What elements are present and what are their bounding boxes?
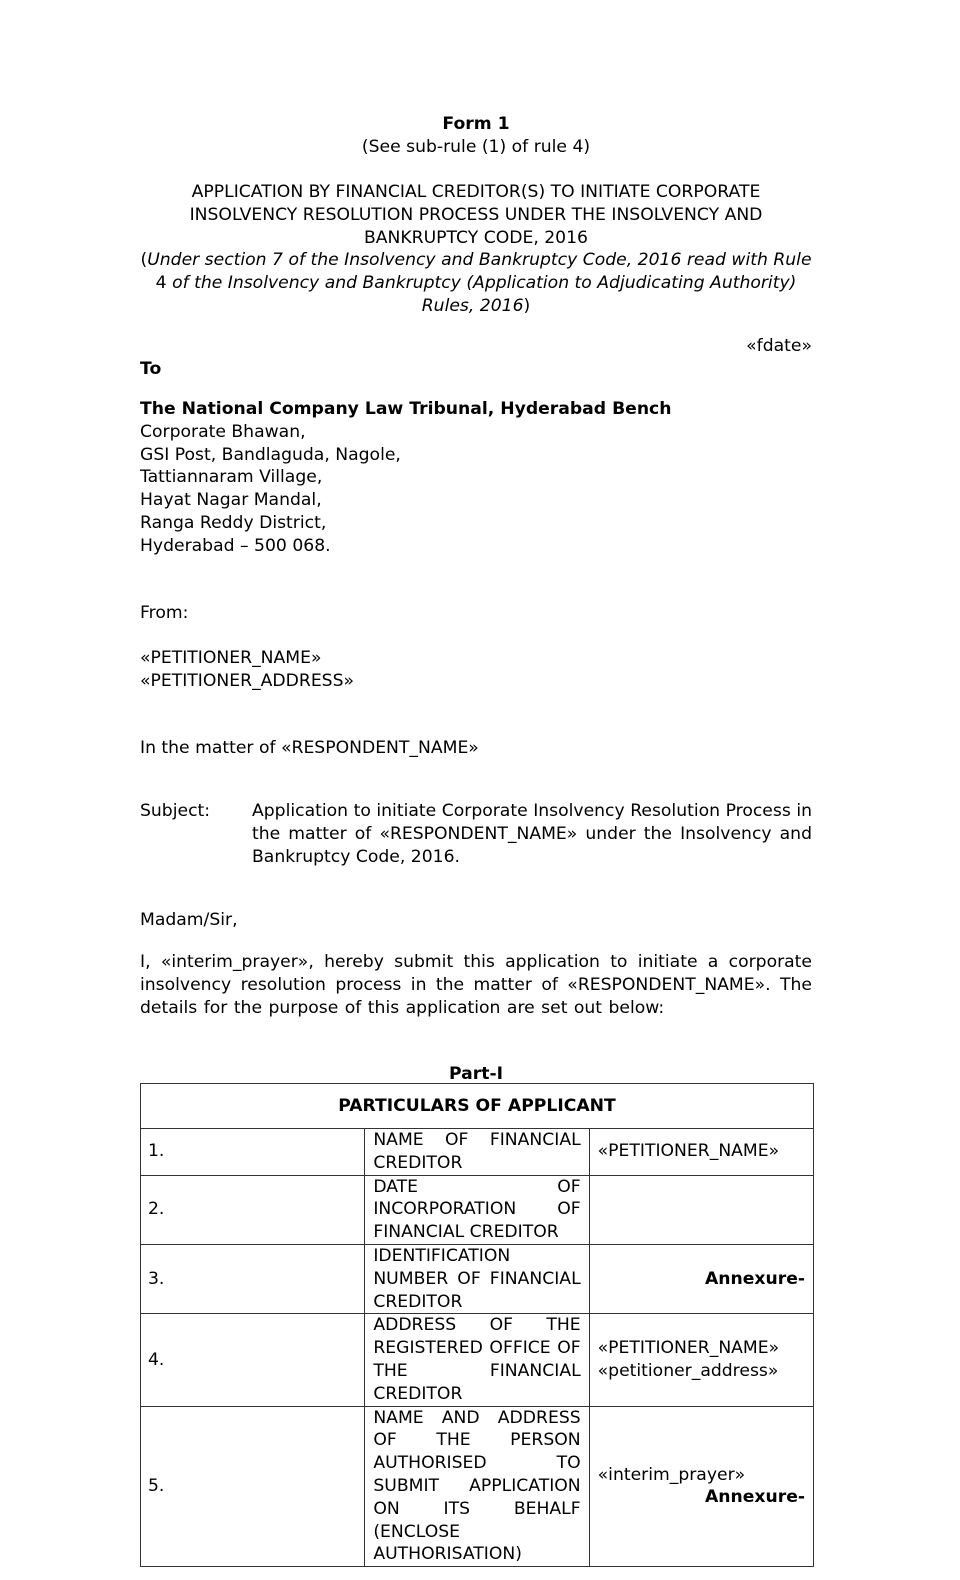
address-line: Ranga Reddy District, bbox=[140, 512, 327, 533]
address-line: GSI Post, Bandlaguda, Nagole, bbox=[140, 444, 401, 465]
part-title: Part-I bbox=[449, 1064, 503, 1084]
row-value-text-2: «petitioner_address» bbox=[597, 1360, 779, 1381]
paren-open: ( bbox=[140, 250, 148, 270]
table-row bbox=[141, 1129, 814, 1176]
application-title: APPLICATION BY FINANCIAL CREDITOR(S) TO INITIATE CORPORATE INSOLVENCY RESOLUTION PROCESS UNDER THE INSOLVENCY AND BANKRUPTCY CODE, 2016 bbox=[189, 182, 763, 248]
address-line: Tattiannaram Village, bbox=[140, 467, 323, 488]
row-number: 3. bbox=[141, 1244, 365, 1313]
row-value-text: «PETITIONER_NAME» bbox=[597, 1141, 780, 1162]
row-number: 4. bbox=[141, 1314, 365, 1406]
subject-text: Application to initiate Corporate Insolvency Resolution Process in the matter of «RESPONDENT_NAME» under the Insolvency and Bankruptcy Code, 2016. bbox=[252, 801, 812, 867]
row-value bbox=[589, 1244, 813, 1313]
row-value-text: «interim_prayer» bbox=[597, 1464, 746, 1485]
row-number: 1. bbox=[141, 1129, 365, 1176]
annexure-label: Annexure- bbox=[704, 1487, 805, 1508]
tribunal-name: The National Company Law Tribunal, Hyderabad Bench bbox=[140, 399, 672, 419]
petitioner-block bbox=[140, 647, 354, 693]
particulars-table bbox=[140, 1083, 814, 1567]
row-number: 5. bbox=[141, 1406, 365, 1567]
row-number: 2. bbox=[141, 1175, 365, 1244]
row-label: NAME OF FINANCIAL CREDITOR bbox=[365, 1129, 589, 1176]
address-line: Hayat Nagar Mandal, bbox=[140, 490, 322, 511]
salutation: Madam/Sir, bbox=[140, 910, 238, 930]
petitioner-name: «PETITIONER_NAME» bbox=[140, 648, 322, 668]
row-label: DATE OF INCORPORATION OF FINANCIAL CREDITOR bbox=[365, 1175, 589, 1244]
from-label: From: bbox=[140, 603, 189, 623]
matter-line: In the matter of «RESPONDENT_NAME» bbox=[140, 738, 479, 758]
statutory-reference-text-2: of the Insolvency and Bankruptcy (Application to Adjudicating Authority) Rules, 2016 bbox=[172, 272, 797, 316]
to-label: To bbox=[140, 359, 162, 379]
intro-paragraph: I, «interim_prayer», hereby submit this application to initiate a corporate insolvency resolution process in the matter of «RESPONDENT_NAME». The details for the purpose of this application are set out below: bbox=[140, 952, 812, 1018]
subject-label: Subject: bbox=[140, 801, 211, 821]
subrule-reference: (See sub-rule (1) of rule 4) bbox=[361, 137, 591, 157]
row-value bbox=[589, 1314, 813, 1406]
table-row bbox=[141, 1175, 814, 1244]
row-value-text: «PETITIONER_NAME» bbox=[597, 1338, 780, 1359]
table-row bbox=[141, 1406, 814, 1567]
annexure-label: Annexure- bbox=[704, 1268, 805, 1289]
petitioner-address: «PETITIONER_ADDRESS» bbox=[140, 670, 355, 691]
table-heading-row bbox=[141, 1084, 814, 1129]
rule-number: 4 bbox=[155, 272, 173, 293]
address-line: Corporate Bhawan, bbox=[140, 421, 306, 442]
paren-close: ) bbox=[523, 295, 531, 316]
row-value bbox=[589, 1129, 813, 1176]
row-label: ADDRESS OF THE REGISTERED OFFICE OF THE FINANCIAL CREDITOR bbox=[365, 1314, 589, 1406]
table-row bbox=[141, 1244, 814, 1313]
row-value bbox=[589, 1406, 813, 1567]
table-heading: PARTICULARS OF APPLICANT bbox=[141, 1084, 814, 1129]
form-title: Form 1 bbox=[442, 114, 510, 134]
date-field: «fdate» bbox=[746, 336, 812, 356]
row-label: IDENTIFICATION NUMBER OF FINANCIAL CREDITOR bbox=[365, 1244, 589, 1313]
row-value bbox=[589, 1175, 813, 1244]
addressee-block bbox=[140, 398, 672, 558]
statutory-reference-text: Under section 7 of the Insolvency and Bankruptcy Code, 2016 read with Rule bbox=[147, 250, 812, 270]
address-line: Hyderabad – 500 068. bbox=[140, 535, 331, 556]
row-label: NAME AND ADDRESS OF THE PERSON AUTHORISED TO SUBMIT APPLICATION ON ITS BEHALF (ENCLOSE AUTHORISATION) bbox=[365, 1406, 589, 1567]
table-row bbox=[141, 1314, 814, 1406]
statutory-reference bbox=[140, 249, 812, 317]
